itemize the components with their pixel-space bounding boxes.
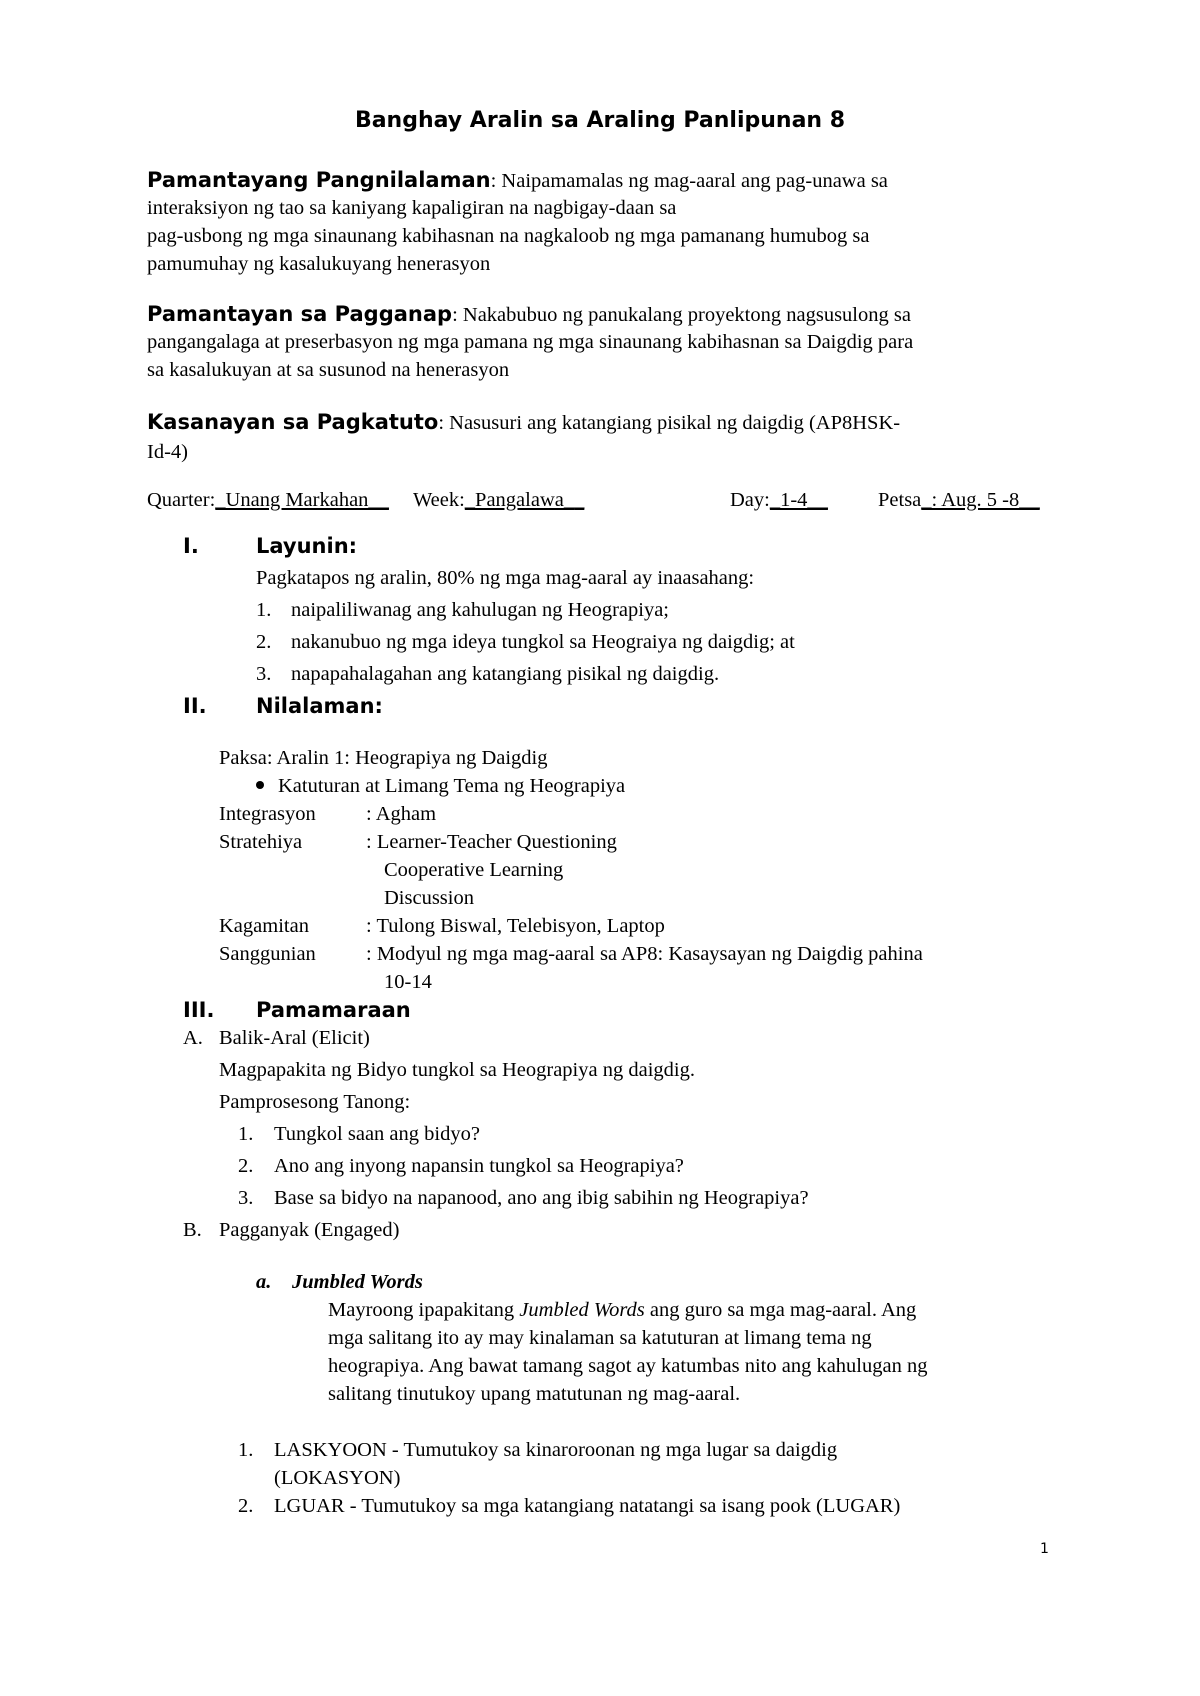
stratehiya-value-2: Cooperative Learning: [384, 859, 564, 881]
jumbled-words-line-1: [328, 1298, 916, 1323]
word-1-number: 1.: [238, 1439, 254, 1461]
layunin-item-1: naipaliliwanag ang kahulugan ng Heograpiya;: [291, 599, 669, 621]
question-1-number: 1.: [238, 1123, 254, 1145]
day-label: Day:: [730, 489, 770, 511]
stratehiya-label: Stratehiya: [219, 831, 303, 853]
pamantayang-pangnilalaman-line-1: [147, 168, 888, 194]
pamamaraan-number: III.: [183, 998, 215, 1022]
kagamitan-value: : Tulong Biswal, Telebisyon, Laptop: [366, 915, 665, 937]
petsa-field: [878, 488, 1040, 513]
day-value: _1-4__: [769, 489, 828, 511]
question-2-number: 2.: [238, 1155, 254, 1177]
petsa-value: _: Aug. 5 -8__: [921, 489, 1040, 511]
integrasyon-label: Integrasyon: [219, 803, 316, 825]
quarter-label: Quarter:: [147, 489, 216, 511]
sanggunian-value-2: 10-14: [384, 971, 432, 993]
layunin-item-3: napapahalagahan ang katangiang pisikal ng daigdig.: [291, 663, 720, 685]
word-2: LGUAR - Tumutukoy sa mga katangiang natatangi sa isang pook (LUGAR): [274, 1495, 901, 1517]
quarter-value: _Unang Markahan__: [215, 489, 389, 511]
pamantayan-sa-pagganap-text: : Nakabubuo ng panukalang proyektong nagsusulong sa: [452, 304, 911, 326]
question-2: Ano ang inyong napansin tungkol sa Heograpiya?: [274, 1155, 684, 1177]
section-b-title: Pagganyak (Engaged): [219, 1219, 400, 1241]
pamantayan-sa-pagganap-line-1: [147, 302, 911, 328]
pamantayang-pangnilalaman-line-3: pag-usbong ng mga sinaunang kabihasnan na nagkaloob ng mga pamanang humubog sa: [147, 225, 870, 247]
pamamaraan-heading: Pamamaraan: [256, 998, 411, 1022]
pamantayang-pangnilalaman-text: : Naipamamalas ng mag-aaral ang pag-unawa sa: [490, 170, 888, 192]
jumbled-words-line-2: mga salitang ito ay may kinalaman sa katuturan at limang tema ng: [328, 1327, 872, 1349]
pamantayang-pangnilalaman-line-2: interaksiyon ng tao sa kaniyang kapaligiran na nagbigay-daan sa: [147, 197, 677, 219]
section-a-letter: A.: [183, 1027, 203, 1049]
layunin-heading: Layunin:: [256, 534, 358, 558]
page-number: 1: [1040, 1541, 1049, 1557]
bullet-icon: [256, 781, 264, 789]
kasanayan-line-2: Id-4): [147, 441, 188, 463]
kasanayan-line-1: [147, 410, 900, 436]
jumbled-words-line-1-end: ang guro sa mga mag-aaral. Ang: [644, 1299, 917, 1321]
pamantayang-pangnilalaman-label: Pamantayang Pangnilalaman: [147, 168, 491, 192]
layunin-item-1-number: 1.: [256, 599, 272, 621]
sanggunian-label: Sanggunian: [219, 943, 316, 965]
pamantayan-sa-pagganap-line-2: pangangalaga at preserbasyon ng mga pamana ng mga sinaunang kabihasnan sa Daigdig para: [147, 331, 914, 353]
stratehiya-value-1: : Learner-Teacher Questioning: [366, 831, 617, 853]
layunin-item-3-number: 3.: [256, 663, 272, 685]
jumbled-words-title: Jumbled Words: [292, 1271, 423, 1293]
section-a-description: Magpapakita ng Bidyo tungkol sa Heograpiya ng daigdig.: [219, 1059, 695, 1081]
paksa-bullet-item: [256, 774, 625, 799]
pamantayan-sa-pagganap-line-3: sa kasalukuyan at sa susunod na henerasyon: [147, 359, 510, 381]
question-3: Base sa bidyo na napanood, ano ang ibig sabihin ng Heograpiya?: [274, 1187, 809, 1209]
word-2-number: 2.: [238, 1495, 254, 1517]
schedule-line: [147, 488, 584, 513]
nilalaman-number: II.: [183, 694, 207, 718]
paksa-line: Paksa: Aralin 1: Heograpiya ng Daigdig: [219, 747, 548, 769]
sanggunian-value-1: : Modyul ng mga mag-aaral sa AP8: Kasaysayan ng Daigdig pahina: [366, 943, 923, 965]
jumbled-words-letter: a.: [256, 1271, 272, 1293]
question-3-number: 3.: [238, 1187, 254, 1209]
nilalaman-heading: Nilalaman:: [256, 694, 383, 718]
layunin-item-2: nakanubuo ng mga ideya tungkol sa Heograiya ng daigdig; at: [291, 631, 795, 653]
jumbled-words-line-3: heograpiya. Ang bawat tamang sagot ay katumbas nito ang kahulugan ng: [328, 1355, 928, 1377]
section-b-letter: B.: [183, 1219, 202, 1241]
question-1: Tungkol saan ang bidyo?: [274, 1123, 480, 1145]
jumbled-words-emphasis: Jumbled Words: [519, 1299, 645, 1321]
kagamitan-label: Kagamitan: [219, 915, 309, 937]
jumbled-words-line-1-start: Mayroong ipapakitang: [328, 1299, 520, 1321]
layunin-number: I.: [183, 534, 199, 558]
day-field: [730, 488, 828, 513]
kasanayan-label: Kasanayan sa Pagkatuto: [147, 410, 439, 434]
jumbled-words-line-4: salitang tinutukoy upang matutunan ng mag-aaral.: [328, 1383, 741, 1405]
week-value: _Pangalawa_: [464, 489, 575, 511]
week-label: Week:: [412, 489, 465, 511]
petsa-label: Petsa: [878, 489, 922, 511]
integrasyon-value: : Agham: [366, 803, 437, 825]
kasanayan-text: : Nasusuri ang katangiang pisikal ng daigdig (AP8HSK-: [438, 412, 901, 434]
layunin-intro: Pagkatapos ng aralin, 80% ng mga mag-aaral ay inaasahang:: [256, 567, 755, 589]
pamantayan-sa-pagganap-label: Pamantayan sa Pagganap: [147, 302, 453, 326]
paksa-bullet-text: Katuturan at Limang Tema ng Heograpiya: [278, 775, 626, 797]
page-title: Banghay Aralin sa Araling Panlipunan 8: [354, 108, 846, 133]
pamantayang-pangnilalaman-line-4: pamumuhay ng kasalukuyang henerasyon: [147, 253, 491, 275]
stratehiya-value-3: Discussion: [384, 887, 474, 909]
word-1-answer: (LOKASYON): [274, 1467, 401, 1489]
layunin-item-2-number: 2.: [256, 631, 272, 653]
section-a-subheading: Pamprosesong Tanong:: [219, 1091, 411, 1113]
section-a-title: Balik-Aral (Elicit): [219, 1027, 370, 1049]
word-1: LASKYOON - Tumutukoy sa kinaroroonan ng mga lugar sa daigdig: [274, 1439, 838, 1461]
week-tail: _: [574, 489, 585, 511]
